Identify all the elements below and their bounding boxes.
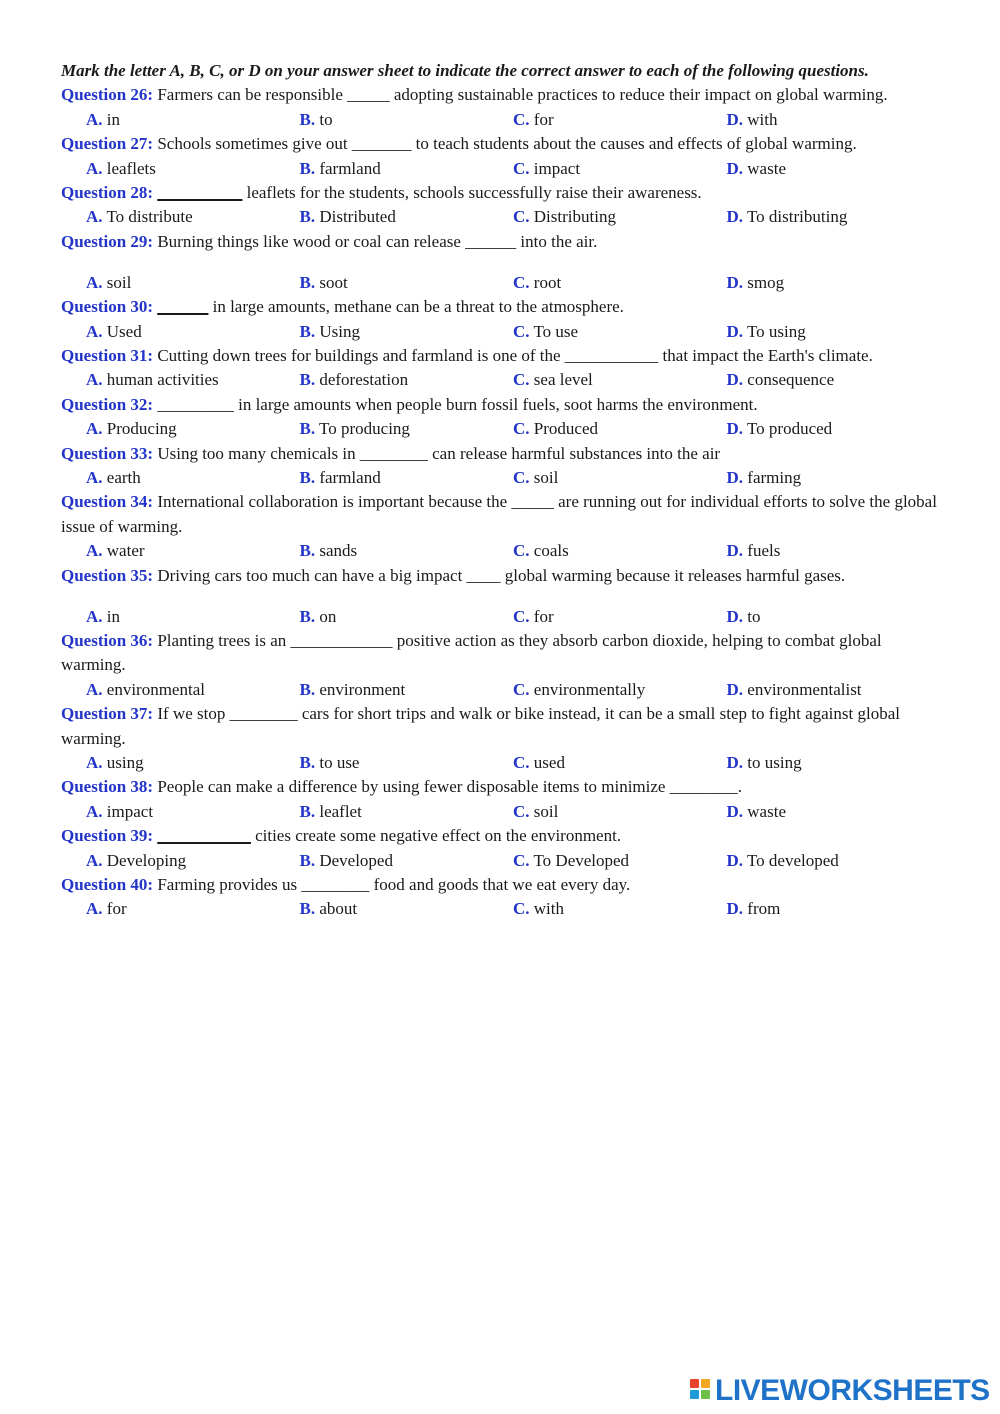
answer-options: [61, 157, 941, 181]
answer-option[interactable]: [86, 205, 300, 229]
spacer: [61, 588, 941, 605]
option-letter: B.: [299, 468, 316, 487]
option-text: To producing: [315, 419, 410, 439]
answer-option[interactable]: [513, 800, 727, 824]
answer-options: [61, 539, 941, 563]
question-stem: [61, 132, 941, 156]
answer-option[interactable]: [86, 271, 300, 295]
option-text: impact: [529, 158, 581, 178]
question-text: Using too many chemicals in ________ can release harmful substances into the air: [153, 443, 721, 463]
answer-option[interactable]: [300, 271, 514, 295]
option-text: in: [102, 606, 121, 626]
question-text: _________ in large amounts when people burn fossil fuels, soot harms the environment.: [153, 394, 758, 414]
option-text: with: [743, 109, 778, 129]
option-text: environmental: [102, 679, 205, 699]
question-label: Question 40:: [61, 875, 154, 894]
answer-blank[interactable]: __________: [157, 183, 243, 203]
option-letter: C.: [513, 109, 530, 129]
option-letter: B.: [299, 419, 316, 439]
option-letter: B.: [299, 752, 316, 772]
question-label: Question 32:: [61, 394, 154, 414]
question-label: Question 27:: [61, 134, 154, 154]
question-text: If we stop ________ cars for short trips and walk or bike instead, it can be a small step to fight against global warming.: [61, 704, 900, 748]
option-letter: D.: [726, 801, 744, 821]
answer-option[interactable]: [86, 417, 300, 441]
option-letter: A.: [86, 468, 103, 487]
question-label: Question 30:: [61, 297, 154, 317]
logo-text: LIVEWORKSHEETS: [715, 1373, 990, 1407]
option-text: to using: [743, 752, 802, 772]
answer-options: [61, 466, 941, 490]
option-letter: C.: [513, 801, 530, 821]
option-text: leaflet: [315, 801, 362, 821]
option-text: soil: [529, 801, 559, 821]
answer-options: [61, 751, 941, 775]
option-text: with: [529, 899, 565, 919]
liveworksheets-logo[interactable]: [690, 1374, 990, 1408]
question-label: Question 35:: [61, 565, 154, 585]
answer-option[interactable]: [300, 605, 514, 629]
option-letter: D.: [726, 606, 744, 626]
option-letter: B.: [299, 207, 316, 227]
question-list: [61, 83, 941, 921]
answer-option[interactable]: [86, 605, 300, 629]
answer-option[interactable]: [727, 849, 941, 873]
option-text: environmentalist: [743, 679, 862, 699]
question-stem: [61, 824, 941, 848]
question-stem: [61, 490, 941, 539]
option-text: for: [102, 899, 127, 919]
answer-option[interactable]: [727, 605, 941, 629]
answer-option[interactable]: [86, 678, 300, 702]
answer-option[interactable]: [300, 678, 514, 702]
option-letter: B.: [299, 899, 316, 919]
option-letter: D.: [726, 679, 744, 699]
option-text: soil: [529, 468, 559, 487]
option-text: To use: [529, 321, 579, 341]
answer-option[interactable]: [300, 849, 514, 873]
question-text: Driving cars too much can have a big impact ____ global warming because it releases harmful gases.: [153, 565, 846, 585]
option-letter: D.: [726, 207, 744, 227]
answer-option[interactable]: [727, 539, 941, 563]
question-stem: [61, 181, 941, 205]
question-stem: [61, 564, 941, 588]
question-stem: [61, 344, 941, 368]
option-text: on: [315, 606, 337, 626]
answer-option[interactable]: [86, 897, 300, 921]
answer-option[interactable]: [727, 271, 941, 295]
answer-option[interactable]: [513, 539, 727, 563]
question-label: Question 37:: [61, 704, 154, 724]
option-letter: C.: [513, 899, 530, 919]
answer-option[interactable]: [86, 751, 300, 775]
question-label: Question 33:: [61, 443, 154, 463]
answer-option[interactable]: [300, 205, 514, 229]
option-letter: D.: [726, 321, 744, 341]
option-text: To using: [743, 321, 806, 341]
option-letter: D.: [726, 468, 744, 487]
option-letter: A.: [86, 321, 103, 341]
option-letter: A.: [86, 370, 103, 390]
option-letter: B.: [299, 541, 316, 561]
option-letter: A.: [86, 899, 103, 919]
question-stem: [61, 83, 941, 107]
option-letter: B.: [299, 109, 316, 129]
question-label: Question 39:: [61, 826, 154, 846]
answer-option[interactable]: [727, 108, 941, 132]
answer-option[interactable]: [86, 800, 300, 824]
option-text: Producing: [102, 419, 177, 439]
logo-mark-icon: [690, 1379, 712, 1403]
option-text: farmland: [315, 468, 381, 487]
answer-blank[interactable]: ______: [157, 297, 209, 317]
option-letter: D.: [726, 419, 744, 439]
option-letter: C.: [513, 468, 530, 487]
option-text: To Developed: [529, 850, 630, 870]
answer-option[interactable]: [727, 417, 941, 441]
answer-options: [61, 368, 941, 392]
option-text: in: [102, 109, 121, 129]
answer-option[interactable]: [727, 157, 941, 181]
answer-options: [61, 897, 941, 921]
question-text: Planting trees is an ____________ positive action as they absorb carbon dioxide, helping to combat global warming.: [61, 630, 882, 675]
answer-option[interactable]: [513, 368, 727, 392]
option-text: fuels: [743, 541, 781, 561]
option-letter: A.: [86, 158, 103, 178]
option-text: Developed: [315, 850, 393, 870]
option-letter: B.: [299, 850, 316, 870]
question-text-after-blank: leaflets for the students, schools successfully raise their awareness.: [242, 183, 702, 203]
option-letter: C.: [513, 419, 530, 439]
answer-options: [61, 849, 941, 873]
option-letter: B.: [299, 679, 316, 699]
option-letter: C.: [513, 272, 530, 292]
option-text: Developing: [102, 850, 187, 870]
question-label: Question 29:: [61, 231, 154, 251]
option-text: impact: [102, 801, 154, 821]
answer-option[interactable]: [513, 417, 727, 441]
option-letter: C.: [513, 207, 530, 227]
question-text: Cutting down trees for buildings and farmland is one of the ___________ that impact the Earth's climate.: [153, 345, 873, 365]
question-text-after-blank: in large amounts, methane can be a threat to the atmosphere.: [208, 297, 624, 317]
option-text: environment: [315, 679, 406, 699]
option-text: Using: [315, 321, 360, 341]
worksheet: [61, 59, 941, 922]
spacer: [61, 254, 941, 271]
option-letter: B.: [299, 321, 316, 341]
question-label: Question 36:: [61, 630, 154, 650]
answer-options: [61, 605, 941, 629]
answer-option[interactable]: [300, 800, 514, 824]
question-stem: [61, 629, 941, 678]
option-text: water: [102, 541, 145, 561]
option-text: farming: [743, 468, 802, 487]
option-letter: A.: [86, 272, 103, 292]
option-letter: D.: [726, 899, 744, 919]
answer-option[interactable]: [727, 368, 941, 392]
answer-option[interactable]: [727, 897, 941, 921]
answer-option[interactable]: [300, 417, 514, 441]
option-text: to use: [315, 752, 360, 772]
answer-option[interactable]: [300, 108, 514, 132]
question-text: International collaboration is important because the _____ are running out for individual efforts to solve the global issue of warming.: [61, 492, 937, 536]
option-letter: C.: [513, 850, 530, 870]
option-letter: B.: [299, 606, 316, 626]
answer-option[interactable]: [86, 539, 300, 563]
option-letter: A.: [86, 679, 103, 699]
option-text: about: [315, 899, 358, 919]
answer-options: [61, 800, 941, 824]
answer-option[interactable]: [86, 108, 300, 132]
answer-option[interactable]: [513, 157, 727, 181]
option-letter: C.: [513, 158, 530, 178]
option-letter: D.: [726, 272, 744, 292]
option-text: To distributing: [743, 207, 848, 227]
answer-option[interactable]: [86, 157, 300, 181]
question-stem: [61, 442, 941, 466]
option-text: To distribute: [102, 207, 193, 227]
answer-option[interactable]: [513, 108, 727, 132]
option-text: leaflets: [102, 158, 156, 178]
answer-option[interactable]: [513, 751, 727, 775]
option-text: To developed: [743, 850, 839, 870]
question-label: Question 26:: [61, 85, 154, 105]
answer-options: [61, 320, 941, 344]
answer-option[interactable]: [300, 751, 514, 775]
answer-option[interactable]: [300, 157, 514, 181]
option-text: to: [315, 109, 333, 129]
answer-option[interactable]: [86, 466, 300, 490]
option-text: Distributing: [529, 207, 616, 227]
option-text: waste: [743, 158, 786, 178]
option-letter: D.: [726, 370, 744, 390]
answer-option[interactable]: [727, 205, 941, 229]
question-stem: [61, 873, 941, 897]
option-letter: A.: [86, 752, 103, 772]
answer-option[interactable]: [300, 539, 514, 563]
option-text: soot: [315, 272, 348, 292]
option-letter: B.: [299, 272, 316, 292]
option-letter: A.: [86, 606, 103, 626]
option-text: soil: [102, 272, 132, 292]
answer-blank[interactable]: ___________: [157, 826, 251, 846]
question-text: Farming provides us ________ food and goods that we eat every day.: [153, 875, 631, 894]
question-label: Question 38:: [61, 777, 154, 797]
option-text: waste: [743, 801, 786, 821]
option-letter: B.: [299, 370, 316, 390]
option-letter: C.: [513, 541, 530, 561]
option-letter: A.: [86, 850, 103, 870]
question-label: Question 28:: [61, 183, 154, 203]
option-letter: A.: [86, 801, 103, 821]
question-label: Question 31:: [61, 345, 154, 365]
answer-option[interactable]: [727, 466, 941, 490]
answer-option[interactable]: [86, 368, 300, 392]
answer-option[interactable]: [300, 320, 514, 344]
question-stem: [61, 702, 941, 751]
option-text: used: [529, 752, 565, 772]
question-label: Question 34:: [61, 492, 154, 512]
answer-options: [61, 417, 941, 441]
option-letter: D.: [726, 541, 744, 561]
option-text: consequence: [743, 370, 835, 390]
option-letter: C.: [513, 321, 530, 341]
option-letter: A.: [86, 419, 103, 439]
question-text: People can make a difference by using fewer disposable items to minimize ________.: [153, 777, 742, 797]
question-stem: [61, 775, 941, 799]
option-text: human activities: [102, 370, 219, 390]
question-text: Farmers can be responsible _____ adopting sustainable practices to reduce their impact on global warming.: [153, 85, 888, 105]
answer-option[interactable]: [513, 205, 727, 229]
option-letter: C.: [513, 370, 530, 390]
option-letter: D.: [726, 158, 744, 178]
question-text-after-blank: cities create some negative effect on the environment.: [250, 826, 622, 846]
answer-option[interactable]: [513, 320, 727, 344]
option-text: farmland: [315, 158, 381, 178]
option-letter: C.: [513, 679, 530, 699]
answer-option[interactable]: [727, 678, 941, 702]
option-text: earth: [102, 468, 141, 487]
option-text: environmentally: [529, 679, 646, 699]
option-text: using: [102, 752, 144, 772]
option-text: Distributed: [315, 207, 396, 227]
option-letter: A.: [86, 541, 103, 561]
answer-option[interactable]: [513, 678, 727, 702]
option-text: Used: [102, 321, 142, 341]
question-text: Schools sometimes give out _______ to teach students about the causes and effects of global warming.: [153, 134, 857, 154]
option-text: smog: [743, 272, 785, 292]
answer-option[interactable]: [513, 897, 727, 921]
option-letter: C.: [513, 752, 530, 772]
answer-option[interactable]: [300, 897, 514, 921]
answer-options: [61, 271, 941, 295]
option-text: root: [529, 272, 562, 292]
option-letter: B.: [299, 158, 316, 178]
question-text: Burning things like wood or coal can release ______ into the air.: [153, 231, 598, 251]
question-stem: [61, 230, 941, 254]
option-text: from: [743, 899, 781, 919]
answer-option[interactable]: [513, 466, 727, 490]
answer-option[interactable]: [727, 320, 941, 344]
answer-options: [61, 108, 941, 132]
answer-option[interactable]: [300, 368, 514, 392]
question-stem: [61, 393, 941, 417]
answer-option[interactable]: [513, 605, 727, 629]
answer-option[interactable]: [86, 320, 300, 344]
option-text: for: [529, 109, 554, 129]
answer-options: [61, 678, 941, 702]
option-letter: C.: [513, 606, 530, 626]
instruction: Mark the letter A, B, C, or D on your answer sheet to indicate the correct answer to each of the following questions.: [61, 61, 869, 80]
option-text: to: [743, 606, 761, 626]
option-text: coals: [529, 541, 569, 561]
option-letter: B.: [299, 801, 316, 821]
answer-option[interactable]: [513, 271, 727, 295]
option-text: To produced: [743, 419, 833, 439]
answer-option[interactable]: [727, 751, 941, 775]
option-text: sands: [315, 541, 358, 561]
option-text: for: [529, 606, 554, 626]
answer-option[interactable]: [513, 849, 727, 873]
option-letter: A.: [86, 207, 103, 227]
answer-option[interactable]: [727, 800, 941, 824]
option-text: sea level: [529, 370, 593, 390]
option-letter: D.: [726, 752, 744, 772]
answer-options: [61, 205, 941, 229]
option-letter: D.: [726, 850, 744, 870]
question-stem: [61, 295, 941, 319]
option-text: deforestation: [315, 370, 409, 390]
option-text: Produced: [529, 419, 598, 439]
answer-option[interactable]: [86, 849, 300, 873]
option-letter: D.: [726, 109, 744, 129]
option-letter: A.: [86, 109, 103, 129]
answer-option[interactable]: [300, 466, 514, 490]
